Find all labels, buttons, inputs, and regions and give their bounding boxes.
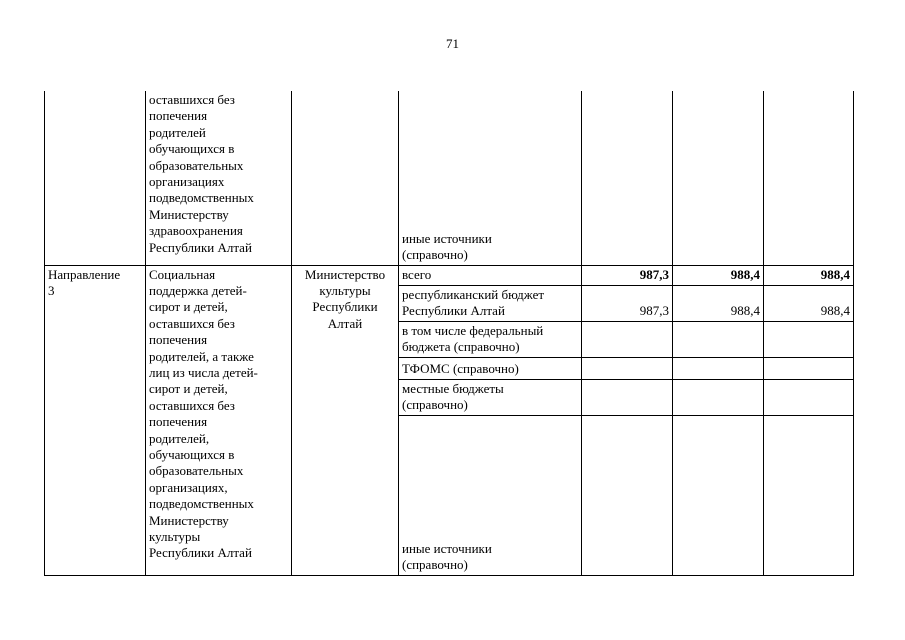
value-total-2: 988,4 xyxy=(673,265,764,285)
table-row xyxy=(45,265,854,285)
value-republic-2: 988,4 xyxy=(673,285,764,321)
source-federal-budget-cell: в том числе федеральный бюджета (справочно) xyxy=(399,321,582,357)
prev-value-2 xyxy=(673,91,764,265)
prev-source-cell: иные источники (справочно) xyxy=(399,91,582,265)
value-local-1 xyxy=(582,379,673,415)
source-republic-budget-cell: республиканский бюджет Республики Алтай xyxy=(399,285,582,321)
value-other-2 xyxy=(673,415,764,575)
direction-code-cell: Направление 3 xyxy=(45,265,146,575)
value-federal-1 xyxy=(582,321,673,357)
budget-table xyxy=(44,91,854,576)
prev-value-1 xyxy=(582,91,673,265)
value-federal-2 xyxy=(673,321,764,357)
page-number: 71 xyxy=(446,36,459,51)
table-row xyxy=(45,91,854,265)
source-tfoms-cell: ТФОМС (справочно) xyxy=(399,357,582,379)
prev-code-cell xyxy=(45,91,146,265)
direction-executor-cell: Министерство культуры Республики Алтай xyxy=(292,265,399,575)
value-tfoms-3 xyxy=(764,357,854,379)
value-local-2 xyxy=(673,379,764,415)
value-tfoms-1 xyxy=(582,357,673,379)
prev-executor-cell xyxy=(292,91,399,265)
source-local-budgets-cell: местные бюджеты (справочно) xyxy=(399,379,582,415)
prev-value-3 xyxy=(764,91,854,265)
prev-description-cell: оставшихся без попечения родителей обучающихся в образовательных организациях подведомственных Министерству здравоохранения Республики Алтай xyxy=(146,91,292,265)
direction-description-cell: Социальная поддержка детей- сирот и детей, оставшихся без попечения родителей, а также лиц из числа детей- сирот и детей, оставшихся без попечения родителей, обучающихся в образовательных организациях, подведомственных Министерству культуры Республики Алтай xyxy=(146,265,292,575)
value-federal-3 xyxy=(764,321,854,357)
value-other-3 xyxy=(764,415,854,575)
value-republic-3: 988,4 xyxy=(764,285,854,321)
value-other-1 xyxy=(582,415,673,575)
value-local-3 xyxy=(764,379,854,415)
value-total-1: 987,3 xyxy=(582,265,673,285)
source-other-cell: иные источники (справочно) xyxy=(399,415,582,575)
source-total-cell: всего xyxy=(399,265,582,285)
value-tfoms-2 xyxy=(673,357,764,379)
value-republic-1: 987,3 xyxy=(582,285,673,321)
value-total-3: 988,4 xyxy=(764,265,854,285)
